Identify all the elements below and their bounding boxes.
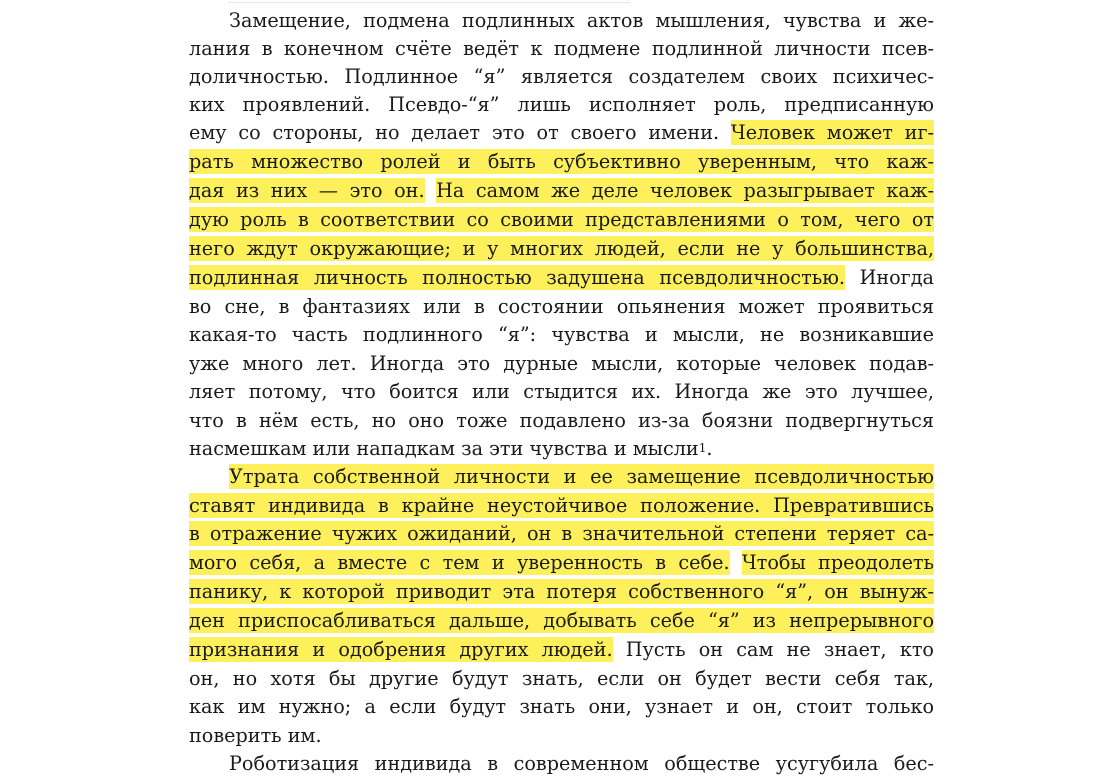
text-line [189, 320, 934, 349]
text-segment: ких проявлений. Псевдо-“я” лишь исполняет роль, предписанную [189, 93, 934, 116]
text-segment: он, но хотя бы другие будут знать, если он будет вести себя так, [189, 667, 934, 690]
text-line [189, 548, 934, 577]
text-segment [730, 550, 742, 575]
text-line [189, 692, 934, 721]
text-segment: поверить им. [189, 724, 322, 747]
text-line [189, 90, 934, 119]
text-line [189, 176, 934, 205]
highlighted-text: На самом же деле человек разыгрывает каж- [436, 179, 934, 202]
highlighted-text: дая из них — это он. [189, 179, 425, 202]
text-segment: лания в конечном счёте ведёт к подмене подлинной личности псев- [189, 37, 934, 60]
highlighted-text: Чтобы преодолеть [741, 551, 934, 574]
text-line [189, 34, 934, 63]
text-line [189, 377, 934, 406]
text-segment: Пусть он сам не знает, кто [612, 638, 934, 661]
text-line [189, 519, 934, 548]
text-segment: что в нём есть, но оно тоже подавлено из-за боязни подвергнуться [189, 409, 934, 432]
text-segment: какая-то часть подлинного “я”: чувства и мысли, не возникавшие [189, 323, 934, 346]
text-line [189, 635, 934, 664]
text-segment: ему со стороны, но делает это от своего имени. [189, 121, 731, 144]
text-line [189, 577, 934, 606]
text-line [189, 606, 934, 635]
text-line [229, 462, 934, 491]
text-line [189, 349, 934, 378]
text-line [189, 664, 934, 693]
footnote-marker: 1 [698, 441, 707, 455]
text-line [189, 721, 934, 750]
text-line [229, 6, 934, 35]
text-segment: доличностью. Подлинное “я” является создателем своих психичес- [189, 65, 934, 88]
text-segment: Замещение, подмена подлинных актов мышления, чувства и же- [229, 9, 934, 32]
text-segment: . [706, 437, 713, 460]
highlighted-text: панику, к которой приводит эта потеря собственного “я”, он вынуж- [189, 580, 934, 603]
text-segment: как им нужно; а если будут знать они, узнает и он, стоит только [189, 695, 934, 718]
highlighted-text: рать множество ролей и быть субъективно уверенным, что каж- [189, 150, 934, 173]
text-line [189, 118, 934, 147]
text-line [189, 147, 934, 176]
text-line [189, 205, 934, 234]
highlighted-text: Утрата собственной личности и ее замещение псевдоличностью [229, 465, 934, 488]
text-line [189, 434, 934, 463]
text-line [189, 292, 934, 321]
text-segment: насмешкам или нападкам за эти чувства и мысли [189, 437, 699, 460]
text-segment: ляет потому, что боится или стыдится их. Иногда же это лучшее, [189, 380, 934, 403]
highlighted-text: ден приспосабливаться дальше, добывать себе “я” из непрерывного [189, 609, 934, 632]
text-line [189, 234, 934, 263]
highlighted-text: ставят индивида в крайне неустойчивое положение. Превратившись [189, 494, 934, 517]
highlighted-text: него ждут окружающие; и у многих людей, если не у большинства, [189, 237, 934, 260]
text-segment: уже много лет. Иногда это дурные мысли, которые человек подав- [189, 352, 934, 375]
cut-off-previous-line [229, 0, 629, 3]
text-segment [425, 178, 437, 203]
text-segment: во сне, в фантазиях или в состоянии опьянения может проявиться [189, 295, 934, 318]
highlighted-text: признания и одобрения других людей. [189, 638, 613, 661]
highlighted-text: Человек может иг- [730, 121, 934, 144]
highlighted-text: дую роль в соответствии со своими представлениями о том, чего от [189, 208, 934, 231]
highlighted-text: мого себя, а вместе с тем и уверенность в себе. [189, 551, 730, 574]
text-line [189, 62, 934, 91]
text-line [229, 749, 934, 778]
highlighted-text: подлинная личность полностью задушена псевдоличностью. [189, 266, 845, 289]
highlighted-text: в отражение чужих ожиданий, он в значительной степени теряет са- [189, 522, 934, 545]
text-segment: Иногда [845, 266, 934, 289]
text-line [189, 406, 934, 435]
text-line [189, 491, 934, 520]
text-segment: Роботизация индивида в современном обществе усугубила бес- [229, 752, 934, 775]
text-line [189, 263, 934, 292]
